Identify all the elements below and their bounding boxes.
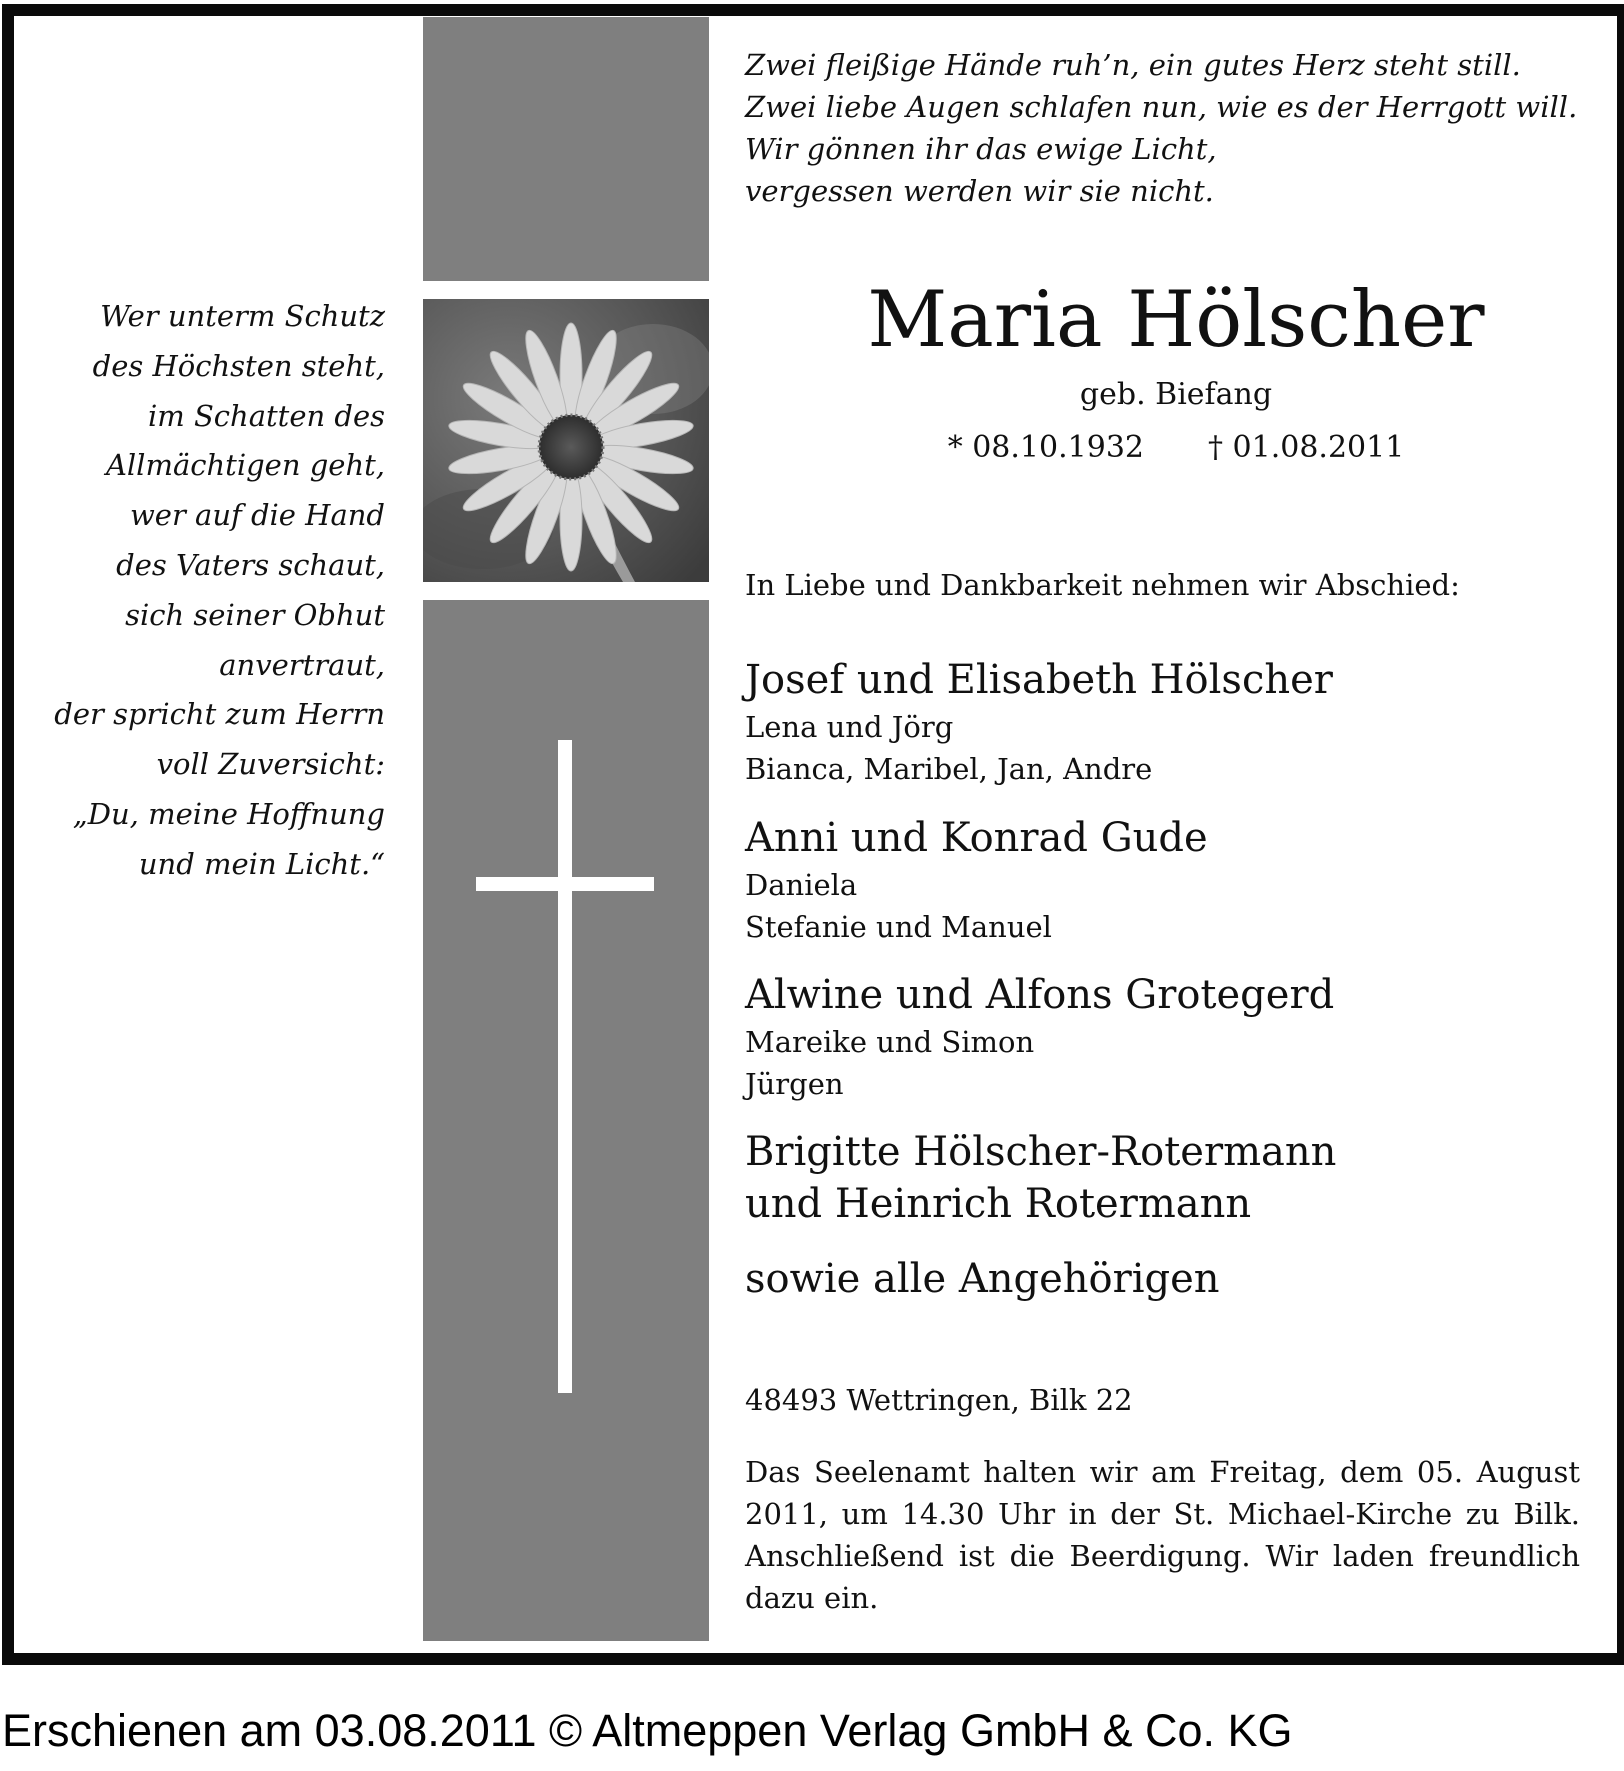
death-date: † 01.08.2011 bbox=[1208, 430, 1405, 465]
verse-left-line: und mein Licht.“ bbox=[138, 846, 385, 881]
verse-left-line: voll Zuversicht: bbox=[156, 747, 385, 782]
verse-left-line: der spricht zum Herrn bbox=[54, 697, 385, 732]
verse-top-line: Zwei fleißige Hände ruh’n, ein gutes Herz steht still. bbox=[745, 48, 1521, 82]
family-member: Mareike und Simon bbox=[745, 1025, 1035, 1059]
address: 48493 Wettringen, Bilk 22 bbox=[745, 1383, 1133, 1417]
family-group bbox=[745, 654, 1605, 790]
family-head: Josef und Elisabeth Hölscher bbox=[745, 657, 1333, 703]
family-group bbox=[745, 1126, 1605, 1230]
verse-top-line: vergessen werden wir sie nicht. bbox=[745, 174, 1214, 208]
verse-left-line: anvertraut, bbox=[219, 647, 385, 682]
family-member: Bianca, Maribel, Jan, Andre bbox=[745, 752, 1153, 786]
verse-left-line: sich seiner Obhut bbox=[125, 597, 385, 632]
family-group bbox=[745, 812, 1605, 948]
life-dates bbox=[745, 428, 1607, 468]
verse-left-line: des Vaters schaut, bbox=[116, 547, 385, 582]
family-member: Daniela bbox=[745, 868, 858, 902]
family-head: Anni und Konrad Gude bbox=[745, 815, 1208, 861]
family-head: und Heinrich Rotermann bbox=[745, 1181, 1252, 1227]
verse-left-line: im Schatten des bbox=[147, 398, 385, 433]
family-head: Brigitte Hölscher-Rotermann bbox=[745, 1129, 1337, 1175]
service-notice: Das Seelenamt halten wir am Freitag, dem 05. August 2011, um 14.30 Uhr in der St. Michael-Kirche zu Bilk. Anschließend ist die Beerdigung. Wir laden freundlich dazu ein. bbox=[745, 1455, 1580, 1615]
publication-footer: Erschienen am 03.08.2011 © Altmeppen Verlag GmbH & Co. KG bbox=[2, 1705, 1293, 1756]
gray-band-top bbox=[423, 17, 709, 281]
deceased-name: Maria Hölscher bbox=[867, 275, 1485, 365]
verse-left-line: Wer unterm Schutz bbox=[100, 299, 385, 333]
birth-date: * 08.10.1932 bbox=[947, 430, 1144, 465]
verse-left-line: Allmächtigen geht, bbox=[105, 448, 385, 483]
family-member: Jürgen bbox=[745, 1067, 844, 1101]
verse-left-line: wer auf die Hand bbox=[129, 498, 385, 533]
relatives-text: sowie alle Angehörigen bbox=[745, 1256, 1220, 1302]
relatives-line bbox=[745, 1253, 1605, 1305]
verse-top-line: Wir gönnen ihr das ewige Licht, bbox=[745, 132, 1217, 166]
cross-icon bbox=[558, 740, 572, 1393]
maiden-name: geb. Biefang bbox=[1079, 377, 1273, 412]
verse-top bbox=[745, 44, 1577, 212]
verse-left-line: des Höchsten steht, bbox=[92, 348, 385, 383]
verse-top-line: Zwei liebe Augen schlafen nun, wie es der Herrgott will. bbox=[745, 90, 1578, 124]
cross-icon-crossbar bbox=[476, 877, 654, 891]
family-member: Stefanie und Manuel bbox=[745, 910, 1052, 944]
family-head: Alwine und Alfons Grotegerd bbox=[745, 972, 1335, 1018]
family-group bbox=[745, 969, 1605, 1105]
verse-left-line: „Du, meine Hoffnung bbox=[72, 796, 385, 831]
family-member: Lena und Jörg bbox=[745, 710, 954, 744]
verse-left bbox=[20, 292, 385, 890]
daisy-photo bbox=[423, 299, 709, 582]
farewell-intro: In Liebe und Dankbarkeit nehmen wir Abschied: bbox=[745, 568, 1460, 602]
